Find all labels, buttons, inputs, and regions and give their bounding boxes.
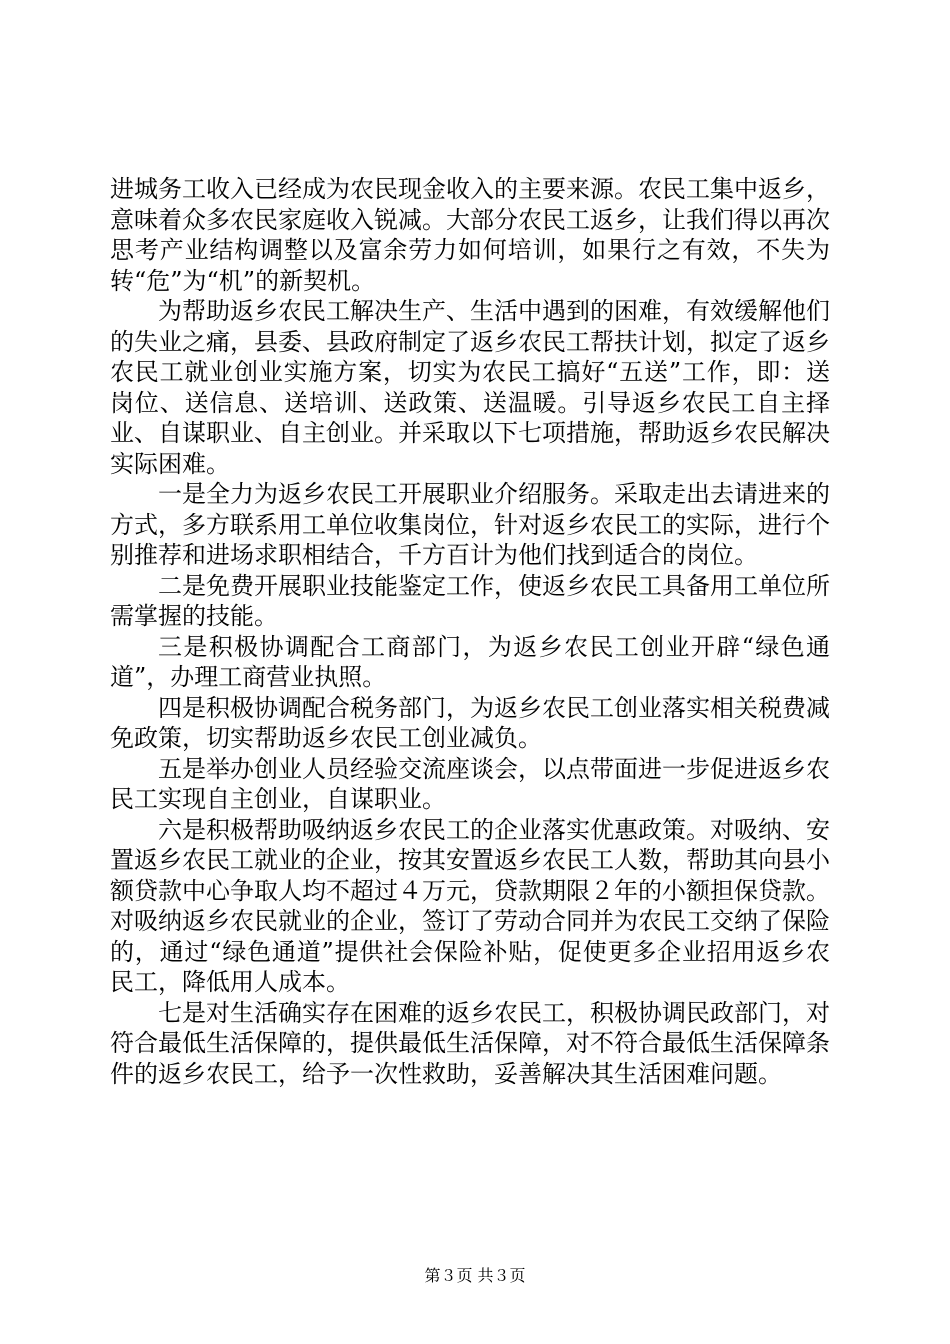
paragraph-1: 进城务工收入已经成为农民现金收入的主要来源。农民工集中返乡，意味着众多农民家庭收入锐减。大部分农民工返乡，让我们得以再次思考产业结构调整以及富余劳力如何培训，如果行之有效，不失为转“危”为“机”的新契机。 (110, 175, 830, 295)
paragraph-8: 六是积极帮助吸纳返乡农民工的企业落实优惠政策。对吸纳、安置返乡农民工就业的企业，按其安置返乡农民工人数，帮助其向县小额贷款中心争取人均不超过４万元，贷款期限２年的小额担保贷款。对吸纳返乡农民就业的企业，签订了劳动合同并为农民工交纳了保险的，通过“绿色通道”提供社会保险补贴，促使更多企业招用返乡农民工，降低用人成本。 (110, 815, 830, 996)
document-body (110, 174, 830, 1089)
paragraph-5: 三是积极协调配合工商部门，为返乡农民工创业开辟“绿色通道”，办理工商营业执照。 (110, 632, 830, 691)
page-footer: 第３页 共３页 (424, 1266, 526, 1285)
paragraph-9: 七是对生活确实存在困难的返乡农民工，积极协调民政部门，对符合最低生活保障的，提供最低生活保障，对不符合最低生活保障条件的返乡农民工，给予一次性救助，妥善解决其生活困难问题。 (110, 998, 830, 1088)
paragraph-6: 四是积极协调配合税务部门，为返乡农民工创业落实相关税费减免政策，切实帮助返乡农民工创业减负。 (110, 693, 830, 752)
paragraph-3: 一是全力为返乡农民工开展职业介绍服务。采取走出去请进来的方式，多方联系用工单位收集岗位，针对返乡农民工的实际，进行个别推荐和进场求职相结合，千方百计为他们找到适合的岗位。 (110, 480, 830, 569)
paragraph-2: 为帮助返乡农民工解决生产、生活中遇到的困难，有效缓解他们的失业之痛，县委、县政府制定了返乡农民工帮扶计划，拟定了返乡农民工就业创业实施方案，切实为农民工搞好“五送”工作，即：送岗位、送信息、送培训、送政策、送温暖。引导返乡农民工自主择业、自谋职业、自主创业。并采取以下七项措施，帮助返乡农民解决实际困难。 (110, 297, 830, 478)
paragraph-7: 五是举办创业人员经验交流座谈会，以点带面进一步促进返乡农民工实现自主创业，自谋职业。 (110, 754, 830, 813)
paragraph-4: 二是免费开展职业技能鉴定工作，使返乡农民工具备用工单位所需掌握的技能。 (110, 571, 830, 630)
